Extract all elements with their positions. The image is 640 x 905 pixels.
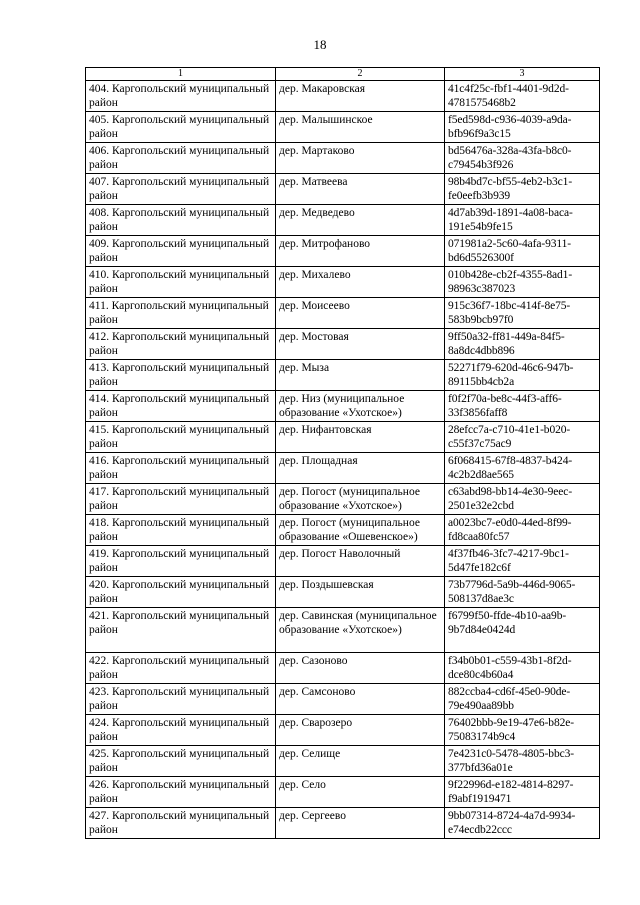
cell-settlement: дер. Моисеево xyxy=(276,298,445,329)
cell-guid: 6f068415-67f8-4837-b424-4c2b2d8ae565 xyxy=(445,453,600,484)
cell-district: 404. Каргопольский муниципальный район xyxy=(86,81,276,112)
cell-settlement: дер. Площадная xyxy=(276,453,445,484)
cell-settlement: дер. Сварозеро xyxy=(276,715,445,746)
cell-settlement: дер. Мостовая xyxy=(276,329,445,360)
cell-district: 422. Каргопольский муниципальный район xyxy=(86,653,276,684)
table-row xyxy=(86,715,600,746)
cell-settlement: дер. Село xyxy=(276,777,445,808)
table-row xyxy=(86,546,600,577)
cell-settlement: дер. Самсоново xyxy=(276,684,445,715)
column-header: 2 xyxy=(276,68,445,81)
cell-guid: 28efcc7a-c710-41e1-b020-c55f37c75ac9 xyxy=(445,422,600,453)
cell-guid: a0023bc7-e0d0-44ed-8f99-fd8caa80fc57 xyxy=(445,515,600,546)
cell-district: 414. Каргопольский муниципальный район xyxy=(86,391,276,422)
cell-guid: 7e4231c0-5478-4805-bbc3-377bfd36a01e xyxy=(445,746,600,777)
cell-guid: c63abd98-bb14-4e30-9eec-2501e32e2cbd xyxy=(445,484,600,515)
table-row xyxy=(86,391,600,422)
cell-settlement: дер. Савинская (муниципальное образование «Ухотское») xyxy=(276,608,445,653)
cell-guid: 010b428e-cb2f-4355-8ad1-98963c387023 xyxy=(445,267,600,298)
cell-district: 426. Каргопольский муниципальный район xyxy=(86,777,276,808)
cell-district: 416. Каргопольский муниципальный район xyxy=(86,453,276,484)
table-row xyxy=(86,453,600,484)
cell-district: 407. Каргопольский муниципальный район xyxy=(86,174,276,205)
cell-guid: 915c36f7-18bc-414f-8e75-583b9bcb97f0 xyxy=(445,298,600,329)
cell-district: 421. Каргопольский муниципальный район xyxy=(86,608,276,653)
cell-settlement: дер. Нифантовская xyxy=(276,422,445,453)
cell-settlement: дер. Низ (муниципальное образование «Ухотское») xyxy=(276,391,445,422)
page-number: 18 xyxy=(313,37,327,52)
cell-district: 424. Каргопольский муниципальный район xyxy=(86,715,276,746)
cell-guid: 9bb07314-8724-4a7d-9934-e74ecdb22ccc xyxy=(445,808,600,839)
cell-settlement: дер. Медведево xyxy=(276,205,445,236)
cell-district: 411. Каргопольский муниципальный район xyxy=(86,298,276,329)
cell-guid: f6799f50-ffde-4b10-aa9b-9b7d84e0424d xyxy=(445,608,600,653)
cell-district: 425. Каргопольский муниципальный район xyxy=(86,746,276,777)
table-row xyxy=(86,112,600,143)
cell-settlement: дер. Поздышевская xyxy=(276,577,445,608)
table-row xyxy=(86,329,600,360)
table-row xyxy=(86,808,600,839)
cell-district: 415. Каргопольский муниципальный район xyxy=(86,422,276,453)
cell-guid: f0f2f70a-be8c-44f3-aff6-33f3856faff8 xyxy=(445,391,600,422)
cell-guid: 73b7796d-5a9b-446d-9065-508137d8ae3c xyxy=(445,577,600,608)
table-row xyxy=(86,205,600,236)
table-row xyxy=(86,515,600,546)
cell-district: 412. Каргопольский муниципальный район xyxy=(86,329,276,360)
cell-guid: 98b4bd7c-bf55-4eb2-b3c1-fe0eefb3b939 xyxy=(445,174,600,205)
table-row xyxy=(86,267,600,298)
cell-guid: 52271f79-620d-46c6-947b-89115bb4cb2a xyxy=(445,360,600,391)
cell-guid: 76402bbb-9e19-47e6-b82e-75083174b9c4 xyxy=(445,715,600,746)
table-row xyxy=(86,422,600,453)
table-header-row xyxy=(86,68,600,81)
cell-settlement: дер. Митрофаново xyxy=(276,236,445,267)
cell-guid: 882ccba4-cd6f-45e0-90de-79e490aa89bb xyxy=(445,684,600,715)
table-row xyxy=(86,608,600,653)
cell-settlement: дер. Погост (муниципальное образование «Ухотское») xyxy=(276,484,445,515)
cell-settlement: дер. Макаровская xyxy=(276,81,445,112)
table-row xyxy=(86,746,600,777)
column-header: 3 xyxy=(445,68,600,81)
cell-settlement: дер. Селище xyxy=(276,746,445,777)
column-header: 1 xyxy=(86,68,276,81)
cell-settlement: дер. Матвеева xyxy=(276,174,445,205)
table-row xyxy=(86,360,600,391)
cell-district: 427. Каргопольский муниципальный район xyxy=(86,808,276,839)
cell-district: 413. Каргопольский муниципальный район xyxy=(86,360,276,391)
table-row xyxy=(86,777,600,808)
table-row xyxy=(86,143,600,174)
cell-guid: 41c4f25c-fbf1-4401-9d2d-4781575468b2 xyxy=(445,81,600,112)
table-row xyxy=(86,174,600,205)
cell-guid: bd56476a-328a-43fa-b8c0-c79454b3f926 xyxy=(445,143,600,174)
cell-settlement: дер. Мыза xyxy=(276,360,445,391)
cell-guid: 4d7ab39d-1891-4a08-baca-191e54b9fe15 xyxy=(445,205,600,236)
cell-guid: 071981a2-5c60-4afa-9311-bd6d5526300f xyxy=(445,236,600,267)
table-row xyxy=(86,298,600,329)
cell-guid: f5ed598d-c936-4039-a9da-bfb96f9a3c15 xyxy=(445,112,600,143)
cell-district: 406. Каргопольский муниципальный район xyxy=(86,143,276,174)
settlements-table xyxy=(85,67,600,839)
cell-district: 405. Каргопольский муниципальный район xyxy=(86,112,276,143)
cell-district: 423. Каргопольский муниципальный район xyxy=(86,684,276,715)
cell-district: 408. Каргопольский муниципальный район xyxy=(86,205,276,236)
cell-district: 420. Каргопольский муниципальный район xyxy=(86,577,276,608)
cell-district: 417. Каргопольский муниципальный район xyxy=(86,484,276,515)
cell-settlement: дер. Погост Наволочный xyxy=(276,546,445,577)
cell-settlement: дер. Сазоново xyxy=(276,653,445,684)
table-row xyxy=(86,684,600,715)
table-row xyxy=(86,236,600,267)
cell-guid: 4f37fb46-3fc7-4217-9bc1-5d47fe182c6f xyxy=(445,546,600,577)
table-row xyxy=(86,81,600,112)
table-row xyxy=(86,577,600,608)
cell-guid: 9ff50a32-ff81-449a-84f5-8a8dc4dbb896 xyxy=(445,329,600,360)
cell-district: 410. Каргопольский муниципальный район xyxy=(86,267,276,298)
table-row xyxy=(86,484,600,515)
cell-settlement: дер. Сергеево xyxy=(276,808,445,839)
cell-settlement: дер. Мартаково xyxy=(276,143,445,174)
cell-settlement: дер. Малышинское xyxy=(276,112,445,143)
table-row xyxy=(86,653,600,684)
cell-guid: 9f22996d-e182-4814-8297-f9abf1919471 xyxy=(445,777,600,808)
cell-settlement: дер. Михалево xyxy=(276,267,445,298)
cell-guid: f34b0b01-c559-43b1-8f2d-dce80c4b60a4 xyxy=(445,653,600,684)
cell-district: 419. Каргопольский муниципальный район xyxy=(86,546,276,577)
cell-settlement: дер. Погост (муниципальное образование «Ошевенское») xyxy=(276,515,445,546)
cell-district: 409. Каргопольский муниципальный район xyxy=(86,236,276,267)
cell-district: 418. Каргопольский муниципальный район xyxy=(86,515,276,546)
